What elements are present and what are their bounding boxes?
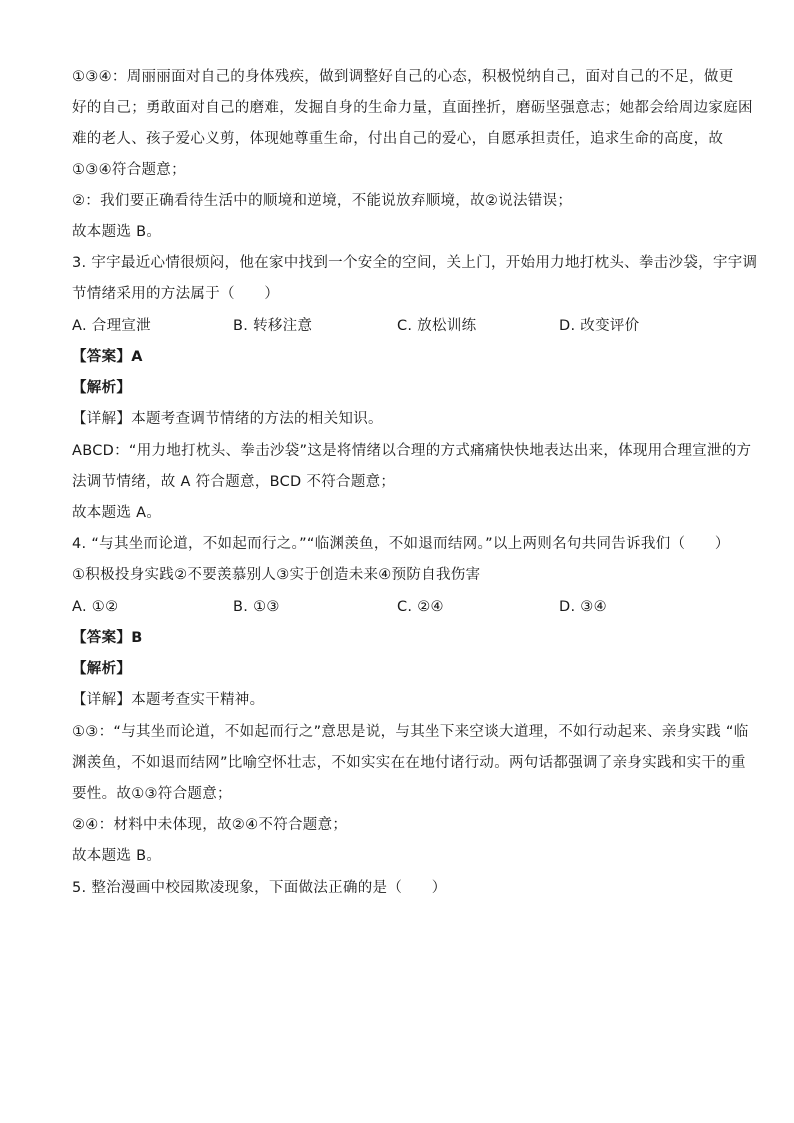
q3-option-b: B. 转移注意: [233, 318, 313, 334]
q4-explain-line-1: ①③：“与其坐而论道，不如起而行之”意思是说，与其坐下来空谈大道理，不如行动起来、亲身实践 “临: [72, 724, 749, 740]
q3-option-d: D. 改变评价: [559, 318, 640, 334]
q5-stem: 5. 整治漫画中校园欺凌现象，下面做法正确的是（ ）: [72, 880, 447, 896]
q3-detail: 【详解】本题考查调节情绪的方法的相关知识。: [72, 411, 383, 427]
q4-option-b: B. ①③: [233, 599, 280, 615]
q3-analysis-label: 【解析】: [72, 380, 132, 396]
q4-stem-line-2: ①积极投身实践②不要羡慕别人③实于创造未来④预防自我伤害: [72, 567, 481, 583]
q4-detail: 【详解】本题考查实干精神。: [72, 692, 265, 708]
q2-conclusion: 故本题选 B。: [72, 224, 162, 240]
q4-explain-line-2: 渊羡鱼，不如退而结网”比喻空怀壮志，不如实实在在地付诸行动。两句话都强调了亲身实践和实干的重: [72, 755, 746, 771]
q2-explain-line-2: 好的自己；勇敢面对自己的磨难，发掘自身的生命力量，直面挫折，磨砺坚强意志；她都会给周边家庭困: [72, 100, 753, 116]
q3-stem-line-1: 3. 宇宇最近心情很烦闷，他在家中找到一个安全的空间，关上门，开始用力地打枕头、拳击沙袋，宇宇调: [72, 255, 758, 271]
q3-conclusion: 故本题选 A。: [72, 505, 162, 521]
q3-explain-line-1: ABCD：“用力地打枕头、拳击沙袋”这是将情绪以合理的方式痛痛快快地表达出来，体现用合理宣泄的方: [72, 443, 752, 459]
q2-explain-line-1: ①③④：周丽丽面对自己的身体残疾，做到调整好自己的心态，积极悦纳自己，面对自己的不足，做更: [72, 69, 734, 85]
q3-stem-line-2: 节情绪采用的方法属于（ ）: [72, 286, 280, 302]
q4-option-c: C. ②④: [397, 599, 444, 615]
q4-analysis-label: 【解析】: [72, 661, 132, 677]
q3-explain-line-2: 法调节情绪，故 A 符合题意，BCD 不符合题意；: [72, 474, 396, 490]
q3-option-c: C. 放松训练: [397, 318, 477, 334]
q4-stem-line-1: 4. “与其坐而论道，不如起而行之。”“临渊羡鱼，不如退而结网。”以上两则名句共同告诉我们（ ）: [72, 536, 730, 552]
q4-option-a: A. ①②: [72, 599, 119, 615]
q4-explain-line-4: ②④：材料中未体现，故②④不符合题意；: [72, 817, 348, 833]
q3-option-a: A. 合理宣泄: [72, 318, 151, 334]
q4-explain-line-3: 要性。故①③符合题意；: [72, 786, 232, 802]
q2-explain-line-5: ②：我们要正确看待生活中的顺境和逆境，不能说放弃顺境，故②说法错误；: [72, 193, 573, 209]
q4-option-d: D. ③④: [559, 599, 607, 615]
q4-answer: 【答案】B: [72, 630, 143, 646]
q2-explain-line-3: 难的老人、孩子爱心义剪，体现她尊重生命，付出自己的爱心，自愿承担责任，追求生命的高度，故: [72, 131, 724, 147]
q2-explain-line-4: ①③④符合题意；: [72, 162, 186, 178]
q3-answer: 【答案】A: [72, 349, 143, 365]
q4-conclusion: 故本题选 B。: [72, 848, 162, 864]
